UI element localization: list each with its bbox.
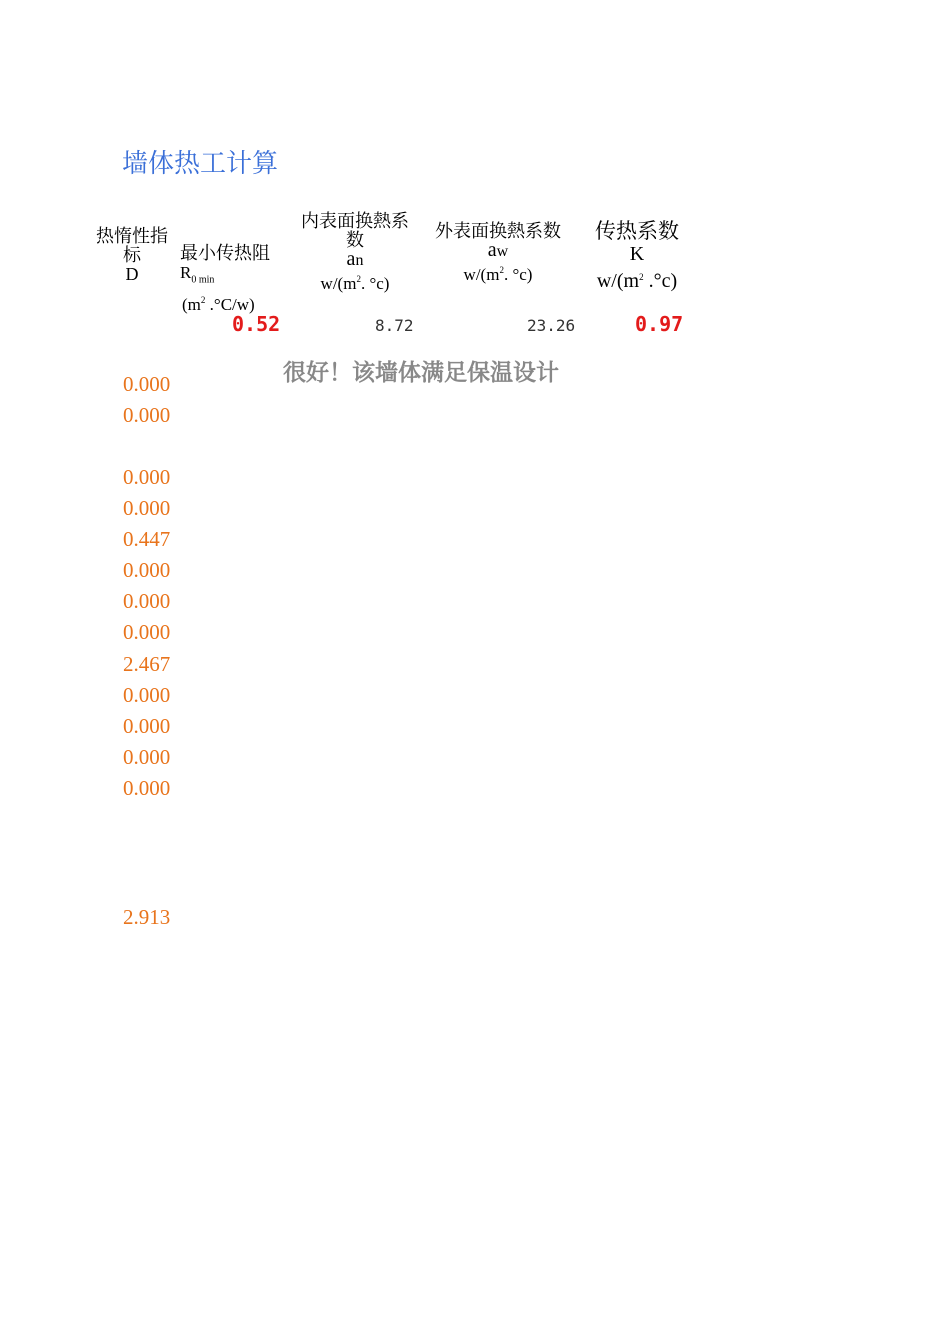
value-aw: 23.26 <box>527 316 576 335</box>
header-k <box>588 220 686 293</box>
d-value: 0.000 <box>123 620 171 644</box>
header-aw-symbol <box>428 241 568 261</box>
d-value: 0.000 <box>123 403 171 427</box>
header-rmin-symbol-main: R <box>180 263 192 282</box>
header-d-label: 热惰性指标 <box>96 226 168 266</box>
header-an-label: 内表面换熱系数 <box>301 211 409 251</box>
d-value: 0.000 <box>123 745 171 769</box>
header-aw-unit <box>428 261 568 284</box>
d-value: 0.000 <box>123 372 171 396</box>
header-rmin <box>180 244 270 314</box>
value-an: 8.72 <box>375 316 414 335</box>
unit-post: . °c) <box>360 274 390 293</box>
unit-sup: 2 <box>639 272 644 282</box>
unit-sup: 2 <box>356 274 361 284</box>
header-aw-symbol-main: a <box>487 239 497 261</box>
header-k-unit <box>588 266 686 293</box>
unit-pre: w/(m <box>320 274 357 293</box>
d-value: 0.000 <box>123 683 171 707</box>
header-aw-symbol-sub: w <box>496 243 509 260</box>
header-rmin-unit <box>182 291 270 314</box>
unit-pre: w/(m <box>463 265 500 284</box>
value-rmin: 0.52 <box>232 312 281 336</box>
header-rmin-symbol-sub: 0 min <box>191 274 215 286</box>
unit-post: .°c) <box>643 270 678 292</box>
unit-post: .°C/w) <box>205 295 255 315</box>
d-value: 2.467 <box>123 652 171 676</box>
value-k: 0.97 <box>635 312 684 336</box>
header-rmin-label: 最小传热阻 <box>180 243 270 264</box>
d-value: 0.447 <box>123 527 171 551</box>
d-value: 0.000 <box>123 496 171 520</box>
header-k-symbol: K <box>629 243 645 265</box>
d-value: 0.000 <box>123 558 171 582</box>
header-an-symbol-main: a <box>346 248 356 270</box>
result-message: 很好！该墙体满足保温设计 <box>283 360 559 386</box>
header-an-unit <box>296 270 414 293</box>
header-k-label: 传热系数 <box>595 219 679 243</box>
unit-sup: 2 <box>200 295 206 306</box>
d-value: 0.000 <box>123 776 171 800</box>
header-an <box>296 212 414 293</box>
header-aw <box>428 222 568 284</box>
d-value: 0.000 <box>123 714 171 738</box>
header-d <box>92 227 172 284</box>
unit-pre: w/(m <box>596 270 640 292</box>
header-rmin-symbol <box>180 263 270 289</box>
header-d-symbol: D <box>125 264 139 284</box>
d-total: 2.913 <box>123 905 171 929</box>
page-title: 墙体热工计算 <box>122 149 279 179</box>
header-aw-label: 外表面换熱系数 <box>435 221 561 242</box>
header-an-symbol <box>296 250 414 270</box>
unit-sup: 2 <box>499 265 504 275</box>
unit-post: . °c) <box>503 265 533 284</box>
d-value: 0.000 <box>123 465 171 489</box>
unit-pre: (m <box>182 295 201 315</box>
header-an-symbol-sub: n <box>355 252 364 269</box>
d-value: 0.000 <box>123 589 171 613</box>
